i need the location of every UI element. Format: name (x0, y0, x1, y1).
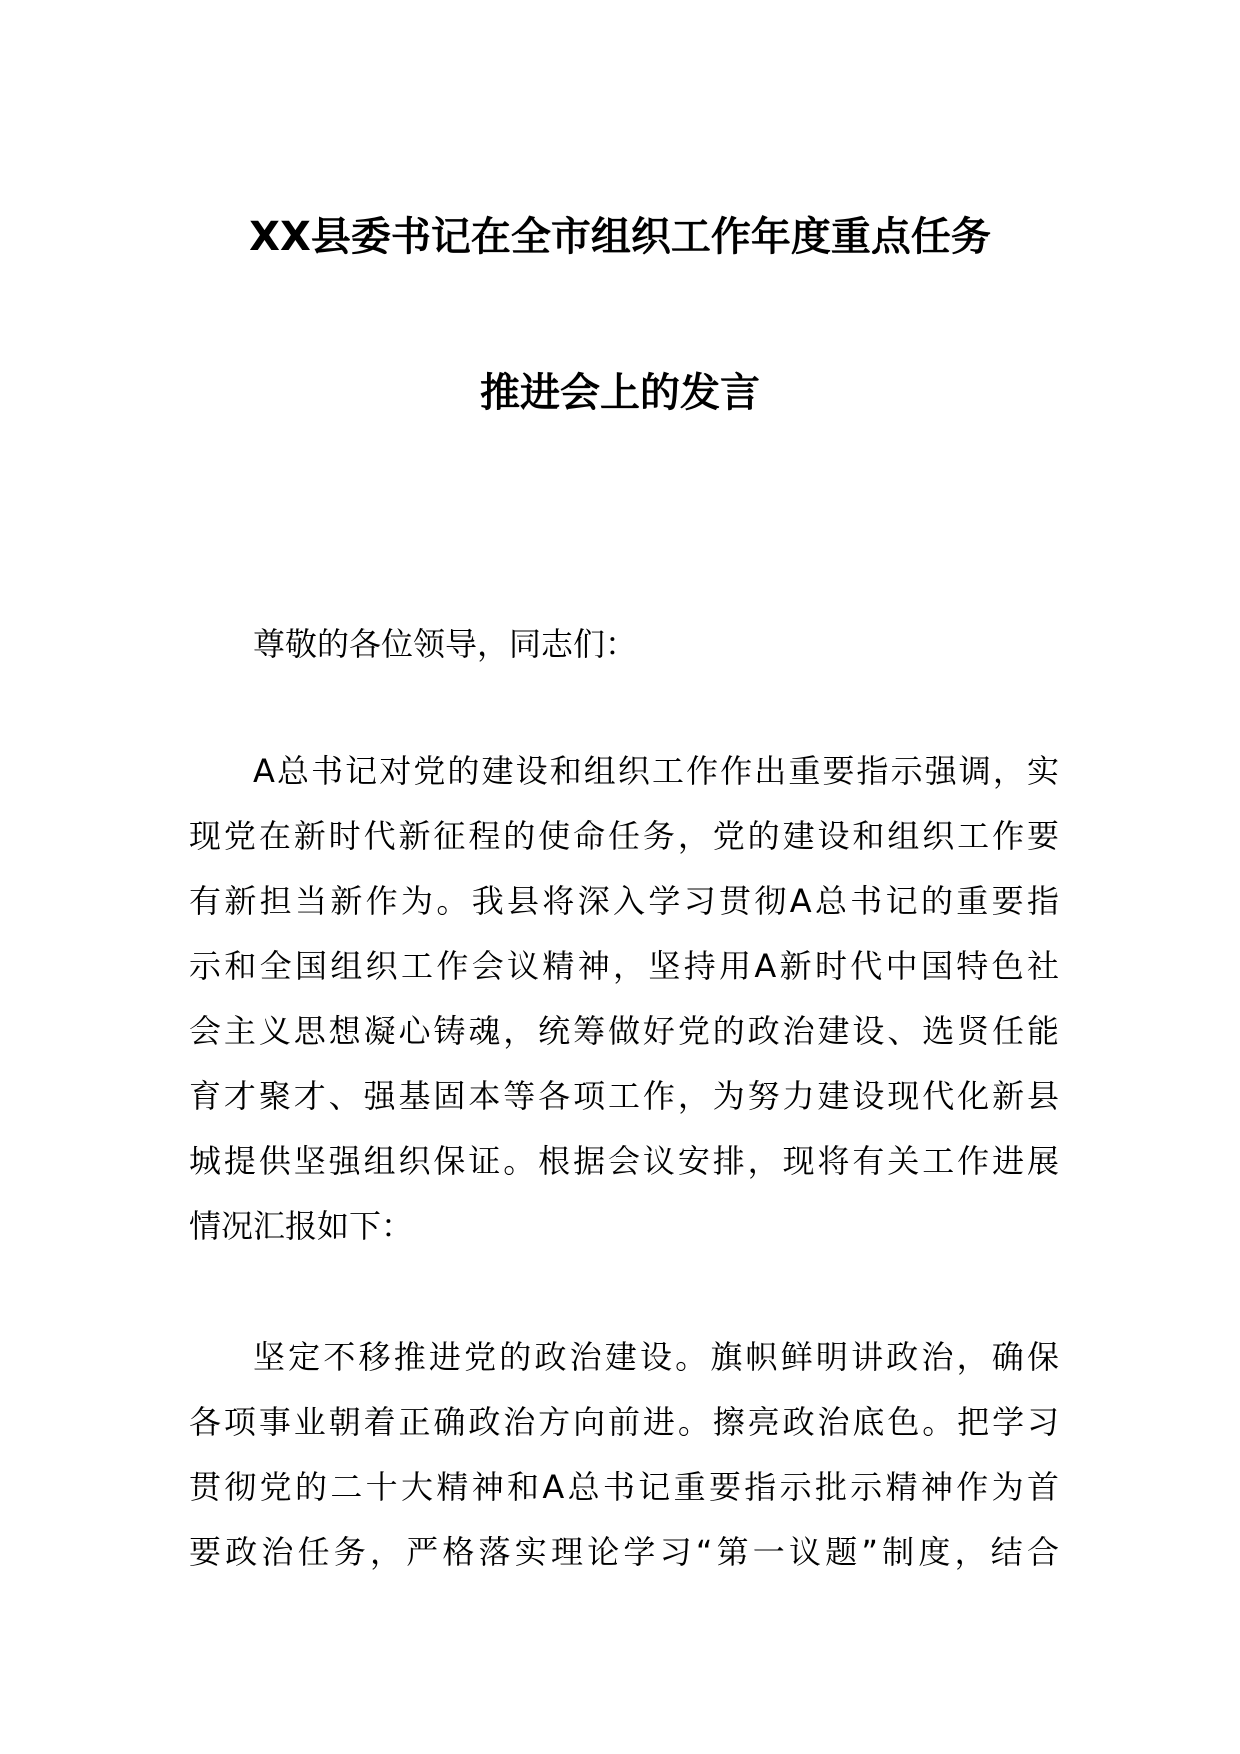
paragraph-line: 情况汇报如下： (189, 1207, 414, 1245)
paragraph-line: 贯彻党的二十大精神和A总书记重要指示批示精神作为首 (189, 1468, 1059, 1506)
paragraph-line: 坚定不移推进党的政治建设。旗帜鲜明讲政治，确保 (253, 1338, 1059, 1376)
greeting: 尊敬的各位领导，同志们： (253, 625, 638, 663)
paragraph-line: A总书记对党的建设和组织工作作出重要指示强调，实 (253, 752, 1059, 790)
document-title-line-1: XX县委书记在全市组织工作年度重点任务 (249, 214, 991, 260)
paragraph-line: 育才聚才、强基固本等各项工作，为努力建设现代化新县 (189, 1077, 1059, 1115)
paragraph-line: 城提供坚强组织保证。根据会议安排，现将有关工作进展 (189, 1142, 1059, 1180)
paragraph-line: 会主义思想凝心铸魂，统筹做好党的政治建设、选贤任能 (189, 1012, 1059, 1050)
paragraph-line: 要政治任务，严格落实理论学习“第一议题”制度，结合 (189, 1533, 1059, 1571)
paragraph-line: 各项事业朝着正确政治方向前进。擦亮政治底色。把学习 (189, 1403, 1059, 1441)
document-title-line-2: 推进会上的发言 (480, 370, 760, 416)
paragraph-line: 现党在新时代新征程的使命任务，党的建设和组织工作要 (189, 817, 1059, 855)
paragraph-line: 有新担当新作为。我县将深入学习贯彻A总书记的重要指 (189, 882, 1059, 920)
paragraph-line: 示和全国组织工作会议精神，坚持用A新时代中国特色社 (189, 947, 1059, 985)
